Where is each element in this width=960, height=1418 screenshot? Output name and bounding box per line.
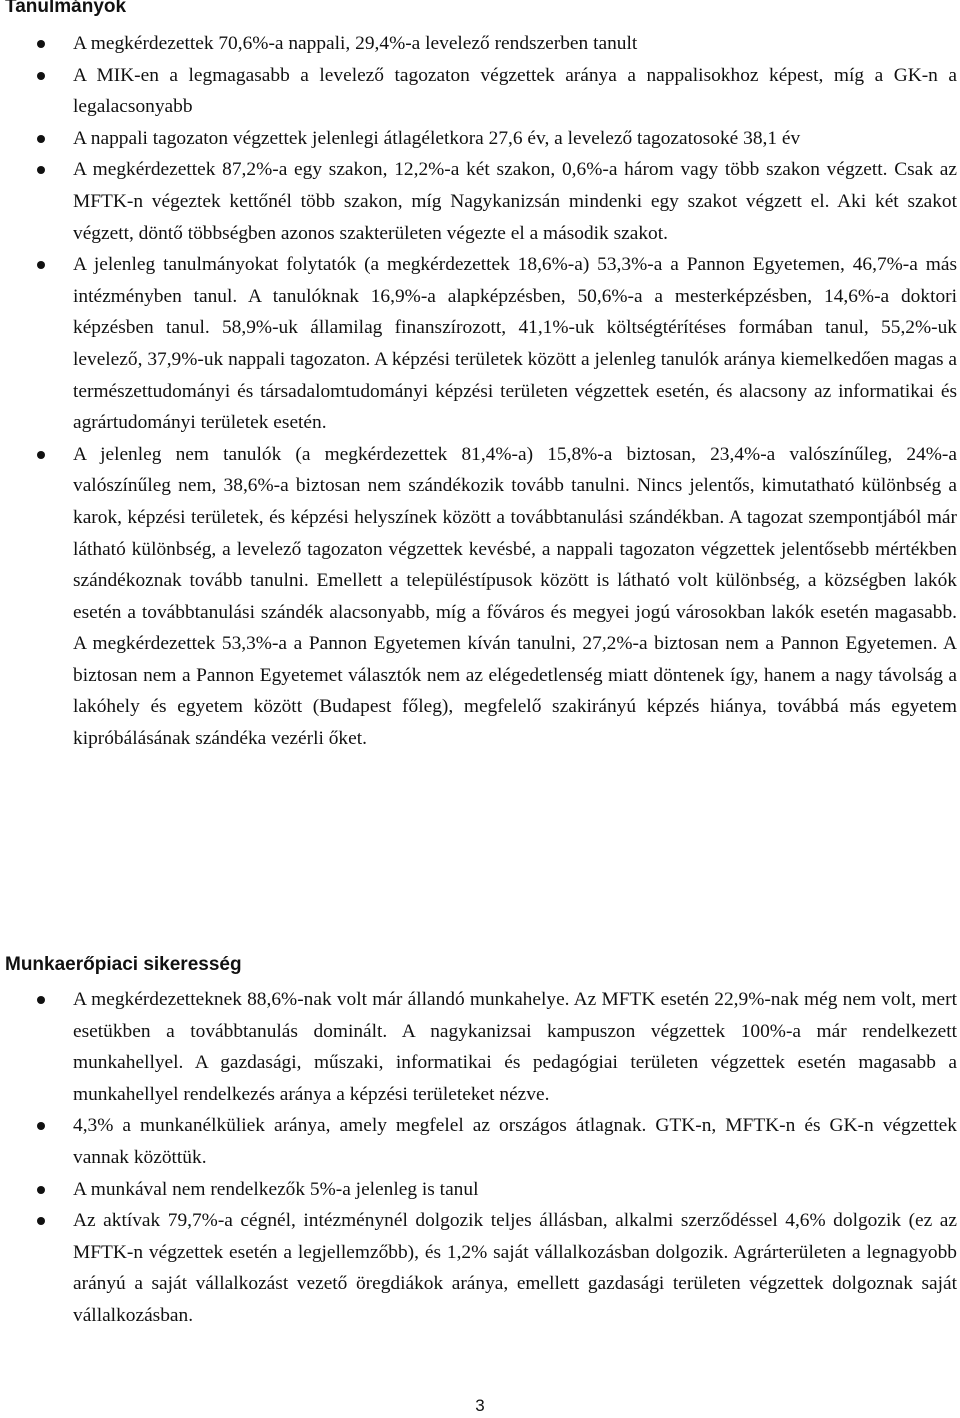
bullet-icon bbox=[37, 40, 45, 48]
list-item bbox=[0, 28, 957, 60]
list-item bbox=[0, 154, 957, 249]
bullet-icon bbox=[37, 135, 45, 143]
list-item-text: A MIK-en a legmagasabb a levelező tagozaton végzettek aránya a nappalisokhoz képest, míg a GK-n a legalacsonyabb bbox=[73, 64, 957, 118]
section-heading-tanulmanyok: Tanulmányok bbox=[5, 0, 127, 17]
list-item bbox=[0, 439, 957, 755]
list-item-text: Az aktívak 79,7%-a cégnél, intézménynél dolgozik teljes állásban, alkalmi szerződéssel 4,6% dolgozik (ez az MFTK-n végzettek esetén a legjellemzőbb), és 1,2% saját vállalkozásban dolgozik. Agrárterületen a legnagyobb arányú a saját vállalkozást vezető öregdiákok aránya, emellett gazdasági területen végzettek dolgoznak saját vállalkozásban. bbox=[73, 1210, 957, 1326]
list-item-text: A nappali tagozaton végzettek jelenlegi átlagéletkora 27,6 év, a levelező tagozatosoké 38,1 év bbox=[73, 127, 801, 149]
list-item-text: A munkával nem rendelkezők 5%-a jelenleg is tanul bbox=[73, 1178, 479, 1200]
list-item bbox=[0, 1110, 957, 1173]
list-item-text: A megkérdezettek 87,2%-a egy szakon, 12,2%-a két szakon, 0,6%-a három vagy több szakon végzett. Csak az MFTK-n végeztek kettőnél több szakon, míg Nagykanizsán mindenki egy szakot végzett el. Aki két szakot végzett, döntő többségben azonos szakterületen végezte el a második szakot. bbox=[73, 159, 957, 244]
section-heading-munkaeropiaci-sikeresseg: Munkaerőpiaci sikeresség bbox=[5, 954, 242, 975]
list-item bbox=[0, 984, 957, 1110]
bullet-list-munkaeropiaci-sikeresseg bbox=[0, 984, 957, 1332]
bullet-list-tanulmanyok bbox=[0, 28, 957, 755]
list-item bbox=[0, 1205, 957, 1331]
list-item-text: A jelenleg nem tanulók (a megkérdezettek 81,4%-a) 15,8%-a biztosan, 23,4%-a valószínűleg, 24%-a valószínűleg nem, 38,6%-a biztosan nem szándékozik tovább tanulni. Nincs jelentős, kimutatható különbség a karok, képzési területek, és képzési helyszínek között a továbbtanulási szándékban. A tagozat szempontjából már látható különbség, a levelező tagozaton végzettek kevésbé, a nappali tagozaton végzettek jelentősebb mértékben szándékoznak tovább tanulni. Emellett a településtípusok között is látható volt különbség, a községben lakók esetén a továbbtanulási szándék alacsonyabb, míg a főváros és megyei jogú városokban lakók esetén magasabb. A megkérdezettek 53,3%-a a Pannon Egyetemen kíván tanulni, 27,2%-a biztosan nem a Pannon Egyetemen. A biztosan nem a Pannon Egyetemet választók nem az elégedetlenség miatt döntenek így, hanem a nagy távolság a lakóhely és egyetem között (Budapest főleg), megfelelő szakirányú képzés hiánya, továbbá más egyetem kipróbálásának szándéka vezérli őket. bbox=[73, 443, 957, 750]
bullet-icon bbox=[37, 451, 45, 459]
list-item-text: 4,3% a munkanélküliek aránya, amely megfelel az országos átlagnak. GTK-n, MFTK-n és GK-n végzettek vannak közöttük. bbox=[73, 1115, 957, 1168]
list-item-text: A megkérdezetteknek 88,6%-nak volt már állandó munkahelye. Az MFTK esetén 22,9%-nak még nem volt, mert esetükben a továbbtanulás dominált. A nagykanizsai kampuszon végzettek 100%-a már rendelkezett munkahellyel. A gazdasági, műszaki, informatikai és pedagógiai területen végzettek esetén magasabb a munkahellyel rendelkezés aránya a képzési területeket nézve. bbox=[73, 989, 957, 1105]
bullet-icon bbox=[37, 261, 45, 269]
bullet-icon bbox=[37, 1122, 45, 1130]
list-item-text: A jelenleg tanulmányokat folytatók (a megkérdezettek 18,6%-a) 53,3%-a a Pannon Egyetemen, 46,7%-a más intézményben tanul. A tanulóknak 16,9%-a alapképzésben, 50,6%-a a mesterképzésben, 14,6%-a doktori képzésben tanul. 58,9%-uk államilag finanszírozott, 41,1%-uk költségtérítéses formában tanul, 55,2%-uk levelező, 37,9%-uk nappali tagozaton. A képzési területek között a jelenleg tanulók aránya kiemelkedően magas a természettudományi és társadalomtudományi képzési területen végzettek esetén, és alacsony az informatikai és agrártudományi területek esetén. bbox=[73, 254, 957, 434]
page-number: 3 bbox=[475, 1396, 485, 1415]
bullet-icon bbox=[37, 996, 45, 1004]
bullet-icon bbox=[37, 1217, 45, 1225]
list-item bbox=[0, 249, 957, 439]
bullet-icon bbox=[37, 1186, 45, 1194]
list-item bbox=[0, 60, 957, 123]
list-item bbox=[0, 1174, 957, 1206]
bullet-icon bbox=[37, 166, 45, 174]
bullet-icon bbox=[37, 72, 45, 80]
list-item-text: A megkérdezettek 70,6%-a nappali, 29,4%-a levelező rendszerben tanult bbox=[73, 33, 638, 54]
list-item bbox=[0, 123, 957, 155]
